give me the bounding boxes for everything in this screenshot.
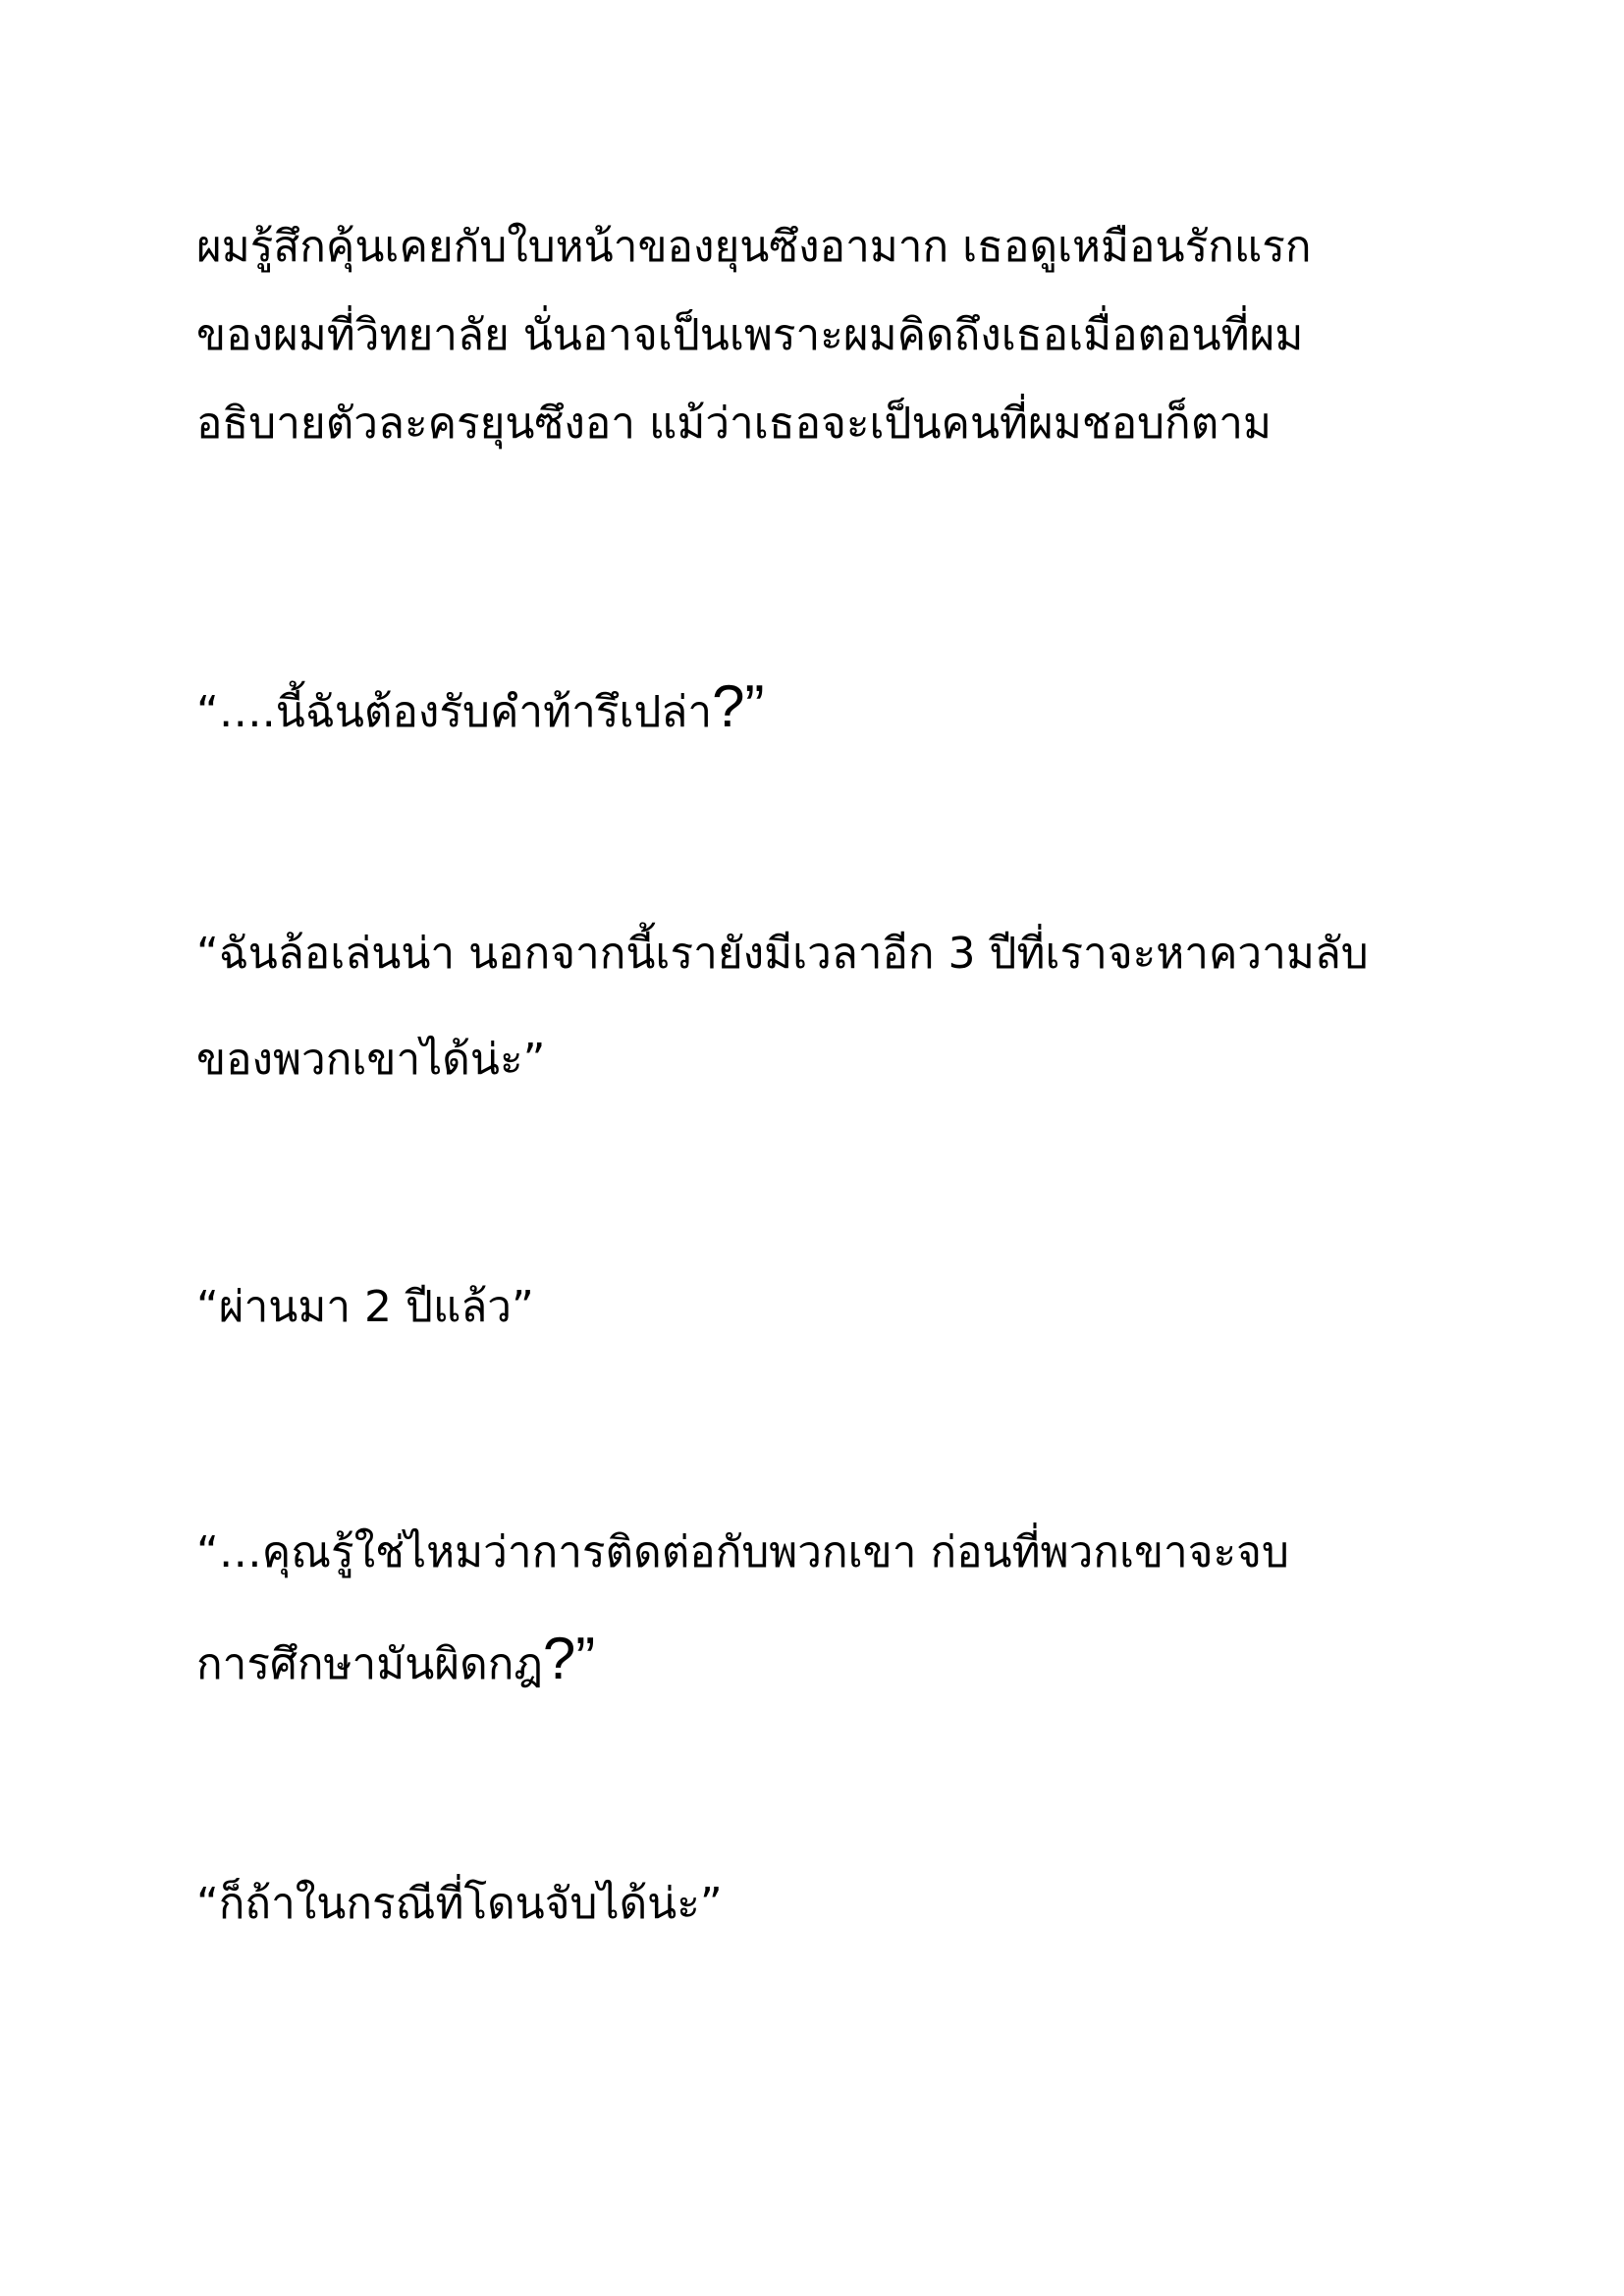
paragraph-1-line-2: ของผมที่วิทยาลัย นั่นอาจเป็นเพราะผมคิดถึงเธอเมื่อตอนที่ผม bbox=[196, 310, 1304, 360]
paragraph-5-question-mark: ?” bbox=[542, 1626, 596, 1691]
paragraph-2-question-mark: ?” bbox=[712, 673, 765, 739]
paragraph-3-line-1: “ฉันล้อเล่นน่า นอกจากนี้เรายังมีเวลาอีก 3 ปีที่เราจะหาความลับ bbox=[196, 929, 1369, 979]
paragraph-2-line-1 bbox=[196, 673, 765, 742]
paragraph-5-text: การศึกษามันผิดกฎ bbox=[196, 1639, 543, 1689]
paragraph-5-line-2 bbox=[196, 1626, 596, 1694]
paragraph-5-line-1: “…คุณรู้ใช่ไหมว่าการติดต่อกับพวกเขา ก่อนที่พวกเขาจะจบ bbox=[196, 1527, 1289, 1577]
paragraph-4-line-1: “ผ่านมา 2 ปีแล้ว” bbox=[196, 1282, 534, 1332]
paragraph-1-line-3: อธิบายตัวละครยุนซึงอา แม้ว่าเธอจะเป็นคนที่ผมชอบก็ตาม bbox=[196, 399, 1272, 449]
paragraph-1-line-1: ผมรู้สึกคุ้นเคยกับใบหน้าของยุนซึงอามาก เธอดูเหมือนรักแรก bbox=[196, 222, 1312, 272]
paragraph-6-line-1: “ก็ถ้าในกรณีที่โดนจับได้น่ะ” bbox=[196, 1879, 723, 1929]
paragraph-2-text: “….นี้ฉันต้องรับคำท้ารึเปล่า bbox=[196, 687, 713, 737]
paragraph-3-line-2: ของพวกเขาได้น่ะ” bbox=[196, 1035, 546, 1085]
